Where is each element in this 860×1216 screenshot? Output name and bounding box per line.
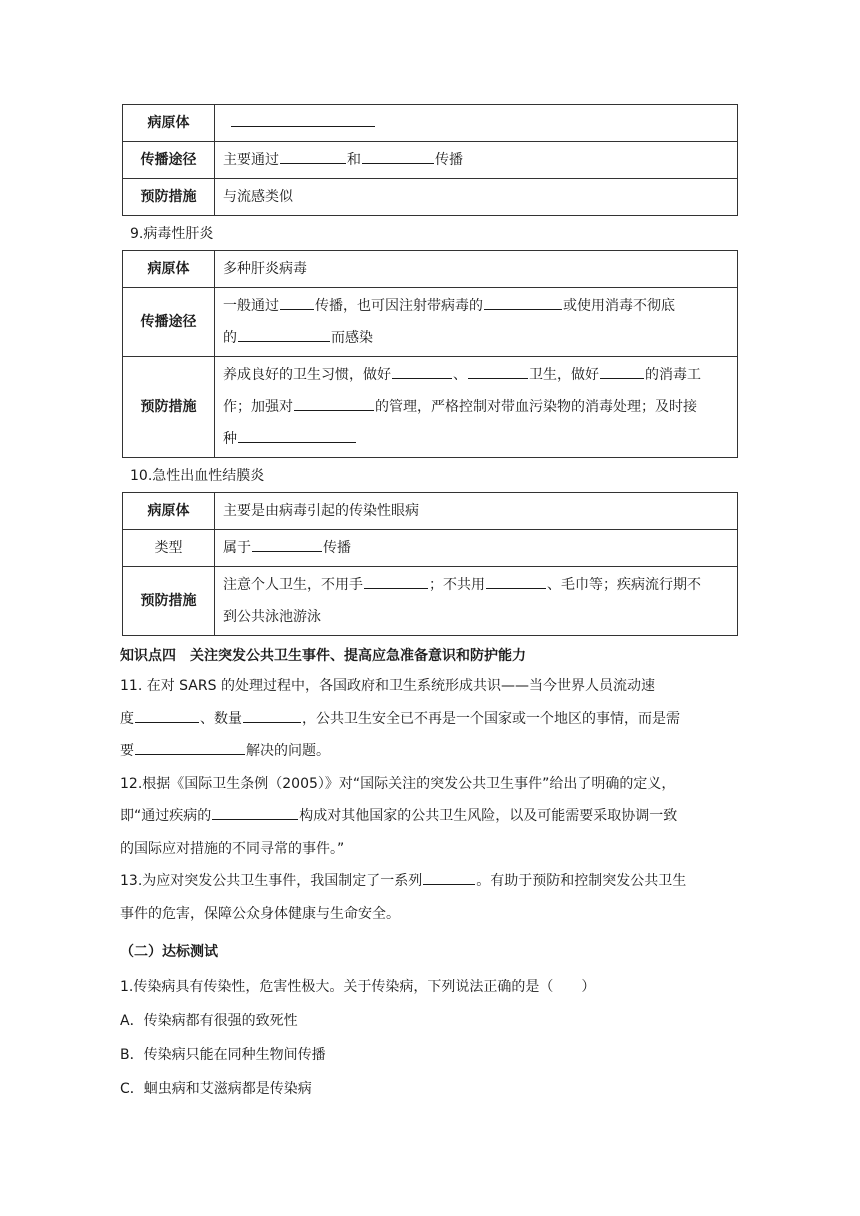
section-heading: 知识点四 关注突发公共卫生事件、提高应急准备意识和防护能力 bbox=[120, 648, 526, 664]
fill-blank[interactable] bbox=[600, 364, 644, 379]
test-question-1: 1.传染病具有传染性，危害性极大。关于传染病，下列说法正确的是（ ） bbox=[120, 979, 596, 995]
item9-title: 9.病毒性肝炎 bbox=[130, 226, 214, 242]
test-heading: （二）达标测试 bbox=[120, 944, 218, 960]
row-content: 养成良好的卫生习惯，做好 、 卫生，做好 的消毒工 作；加强对 的管理，严格控制对带血污染物的消毒处理；及时接 种 bbox=[215, 357, 738, 458]
document-page bbox=[122, 0, 738, 1106]
row-content bbox=[215, 105, 738, 142]
question-11: 11. 在对 SARS 的处理过程中，各国政府和卫生系统形成共识——当今世界人员流动速 度 、数量 ，公共卫生安全已不再是一个国家或一个地区的事情，而是需 要 解决的问题。 bbox=[120, 678, 680, 759]
row-content: 一般通过 传播，也可因注射带病毒的 或使用消毒不彻底 的 而感染 bbox=[215, 288, 738, 357]
table-row bbox=[123, 357, 738, 458]
table-item8 bbox=[122, 104, 738, 216]
table-item9 bbox=[122, 250, 738, 458]
table-row bbox=[123, 288, 738, 357]
row-content: 主要通过 和 传播 bbox=[215, 142, 738, 179]
table-row bbox=[123, 493, 738, 530]
fill-blank[interactable] bbox=[243, 708, 301, 723]
row-head: 传播途径 bbox=[123, 142, 215, 179]
fill-blank[interactable] bbox=[294, 396, 374, 411]
table-row bbox=[123, 251, 738, 288]
table-row bbox=[123, 567, 738, 636]
fill-blank[interactable] bbox=[135, 708, 199, 723]
row-head: 病原体 bbox=[123, 251, 215, 288]
row-head: 传播途径 bbox=[123, 288, 215, 357]
option-a[interactable]: A．传染病都有很强的致死性 bbox=[120, 1013, 298, 1029]
fill-blank[interactable] bbox=[423, 870, 475, 885]
fill-blank[interactable] bbox=[392, 364, 452, 379]
fill-blank[interactable] bbox=[484, 295, 562, 310]
fill-blank[interactable] bbox=[486, 574, 546, 589]
question-12: 12.根据《国际卫生条例（2005）》对“国际关注的突发公共卫生事件”给出了明确的定义， 即“通过疾病的 构成对其他国家的公共卫生风险，以及可能需要采取协调一致 的国际应对措施的不同寻常的事件。” bbox=[120, 775, 678, 857]
fill-blank[interactable] bbox=[238, 428, 356, 443]
option-b[interactable]: B．传染病只能在同种生物间传播 bbox=[120, 1047, 326, 1063]
row-head: 类型 bbox=[123, 530, 215, 567]
item10-title: 10.急性出血性结膜炎 bbox=[130, 468, 265, 484]
question-13: 13.为应对突发公共卫生事件，我国制定了一系列 。有助于预防和控制突发公共卫生 事件的危害，保障公众身体健康与生命安全。 bbox=[120, 865, 738, 930]
row-content: 属于 传播 bbox=[215, 530, 738, 567]
table-row bbox=[123, 530, 738, 567]
table-item10 bbox=[122, 492, 738, 636]
fill-blank[interactable] bbox=[362, 149, 434, 164]
row-content: 多种肝炎病毒 bbox=[215, 251, 738, 288]
option-c[interactable]: C．蛔虫病和艾滋病都是传染病 bbox=[120, 1081, 312, 1097]
table-row bbox=[123, 179, 738, 216]
fill-blank[interactable] bbox=[212, 805, 298, 820]
fill-blank[interactable] bbox=[252, 537, 322, 552]
row-head: 预防措施 bbox=[123, 567, 215, 636]
row-content: 与流感类似 bbox=[215, 179, 738, 216]
fill-blank[interactable] bbox=[280, 295, 314, 310]
row-content: 主要是由病毒引起的传染性眼病 bbox=[215, 493, 738, 530]
fill-blank[interactable] bbox=[135, 740, 245, 755]
fill-blank[interactable] bbox=[364, 574, 428, 589]
row-content: 注意个人卫生，不用手 ；不共用 、毛巾等；疾病流行期不 到公共泳池游泳 bbox=[215, 567, 738, 636]
fill-blank[interactable] bbox=[231, 112, 375, 127]
row-head: 病原体 bbox=[123, 105, 215, 142]
row-head: 病原体 bbox=[123, 493, 215, 530]
fill-blank[interactable] bbox=[280, 149, 346, 164]
fill-blank[interactable] bbox=[238, 327, 330, 342]
table-row bbox=[123, 105, 738, 142]
row-head: 预防措施 bbox=[123, 179, 215, 216]
fill-blank[interactable] bbox=[468, 364, 528, 379]
table-row bbox=[123, 142, 738, 179]
row-head: 预防措施 bbox=[123, 357, 215, 458]
